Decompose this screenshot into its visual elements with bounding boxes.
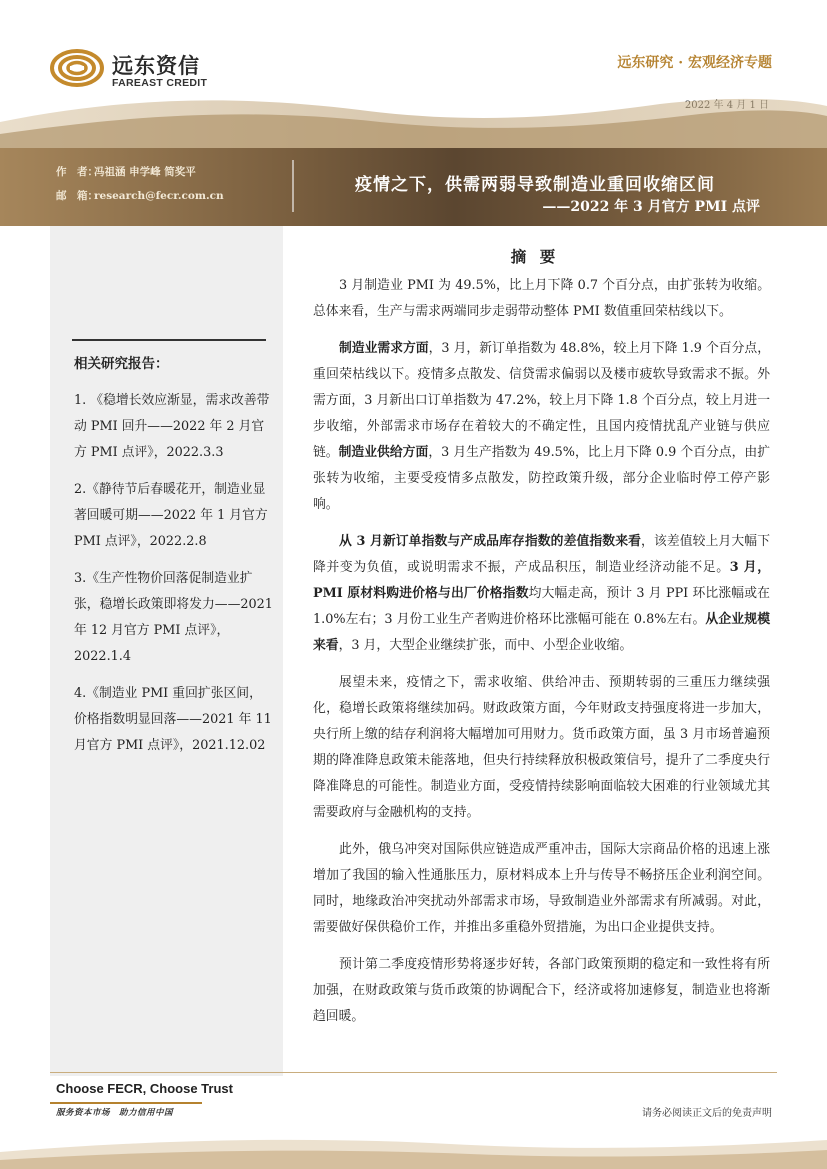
footer-slogan: Choose FECR, Choose Trust (56, 1081, 233, 1096)
emphasis: 制造业需求方面 (339, 341, 429, 356)
sidebar-divider (72, 339, 266, 341)
author-row (56, 164, 196, 179)
summary-body (313, 273, 770, 1041)
summary-heading: 摘 要 (510, 247, 560, 266)
footer-wave-decoration (0, 1118, 827, 1169)
report-subtitle: ——2022 年 3 月官方 PMI 点评 (542, 199, 760, 215)
summary-paragraph (313, 529, 770, 659)
author-label: 作 者： (56, 166, 98, 178)
emphasis: 从企业规模来看 (313, 612, 770, 653)
paragraph-text: ，该差值较上月大幅下降并变为负值，或说明需求不振，产成品积压，制造业经济动能不足。 (313, 534, 771, 575)
report-title: 疫情之下，供需两弱导致制造业重回收缩区间 (355, 175, 715, 195)
paragraph-text: ，3 月生产指数为 49.5%，比上月下降 0.9 个百分点，由扩张转为收缩，主要受疫情多点散发，防控政策升级，部分企业临时停工停产影响。 (313, 445, 771, 512)
emphasis: 3 月，PMI 原材料购进价格与出厂价格指数 (313, 560, 771, 601)
paragraph-text: 均大幅走高，预计 3 月 PPI 环比涨幅或在 1.0%左右；3 月份工业生产者购进价格环比涨幅可能在 0.8%左右。 (313, 586, 770, 627)
emphasis: 制造业供给方面 (338, 445, 429, 460)
summary-paragraph: 此外，俄乌冲突对国际供应链造成严重冲击，国际大宗商品价格的迅速上涨增加了我国的输入性通胀压力，原材料成本上升与传导不畅挤压企业利润空间。同时，地缘政治冲突扰动外部需求市场，导致制造业外部需求有所减弱。对此，需要做好保供稳价工作，并推出多重稳外贸措施，为出口企业提供支持。 (313, 842, 770, 935)
related-report-item: 4.《制造业 PMI 重回扩张区间，价格指数明显回落——2021 年 11 月官方 PMI 点评》，2021.12.02 (74, 686, 272, 753)
paragraph-text: ，3 月，大型企业继续扩张，而中、小型企业收缩。 (338, 638, 633, 653)
summary-paragraph: 3 月制造业 PMI 为 49.5%，比上月下降 0.7 个百分点，由扩张转为收缩。总体来看，生产与需求两端同步走弱带动整体 PMI 数值重回荣枯线以下。 (313, 278, 770, 319)
summary-paragraph: 预计第二季度疫情形势将逐步好转，各部门政策预期的稳定和一致性将有所加强，在财政政策与货币政策的协调配合下，经济或将加速修复，制造业也将渐趋回暖。 (313, 957, 770, 1024)
authors: 冯祖涵 申学峰 简奖平 (94, 166, 196, 178)
footer-accent-bar (50, 1102, 202, 1104)
related-report-item: 2.《静待节后春暖花开，制造业显著回暖可期——2022 年 1 月官方 PMI 点评》，2022.2.8 (74, 482, 268, 549)
related-reports-list (74, 388, 274, 770)
footer-slogan-cn: 服务资本市场 助力信用中国 (56, 1108, 174, 1118)
fareast-logo-icon (50, 48, 104, 88)
related-report-item: 1. 《稳增长效应渐显，需求改善带动 PMI 回升——2022 年 2 月官方 PMI 点评》，2022.3.3 (74, 393, 270, 460)
footer-divider (50, 1072, 777, 1073)
summary-paragraph: 展望未来，疫情之下，需求收缩、供给冲击、预期转弱的三重压力继续强化，稳增长政策将继续加码。财政政策方面，今年财政支持强度将进一步加大，央行所上缴的结存利润将大幅增加可用财力。货币政策方面，虽 3 月市场普遍预期的降准降息政策未能落地，但央行持续释放积极政策信号，提升了二季度央行降准降息的可能性。制造业方面，受疫情持续影响面临较大困难的行业领域尤其需要政府与金融机构的支持。 (313, 675, 770, 820)
email-row (56, 188, 224, 203)
band-divider (292, 160, 294, 212)
email-address[interactable]: research@fecr.com.cn (94, 190, 224, 202)
brand-name-cn: 远东资信 (112, 54, 200, 78)
related-reports-title: 相关研究报告： (74, 356, 169, 372)
emphasis: 从 3 月新订单指数与产成品库存指数的差值指数来看 (339, 534, 642, 549)
footer-disclaimer: 请务必阅读正文后的免责声明 (642, 1108, 772, 1119)
paragraph-text: ，3 月，新订单指数为 48.8%，较上月下降 1.9 个百分点，重回荣枯线以下。疫情多点散发、信贷需求偏弱以及楼市疲软导致需求不振。外需方面，3 月新出口订单指数为 47.2%，较上月下降 1.8 个百分点，较上月进一步收缩，外部需求市场存在着较大的不确定性，且国内疫情扰乱产业链与供应链。 (313, 341, 770, 460)
related-report-item: 3.《生产性物价回落促制造业扩张，稳增长政策即将发力——2021 年 12 月官方 PMI 点评》，2022.1.4 (74, 571, 273, 664)
report-series: 远东研究 · 宏观经济专题 (617, 55, 772, 71)
header-wave-decoration (0, 88, 827, 150)
email-label: 邮 箱： (56, 190, 98, 202)
summary-paragraph (313, 336, 770, 518)
brand-name-en: FAREAST CREDIT (112, 77, 208, 89)
